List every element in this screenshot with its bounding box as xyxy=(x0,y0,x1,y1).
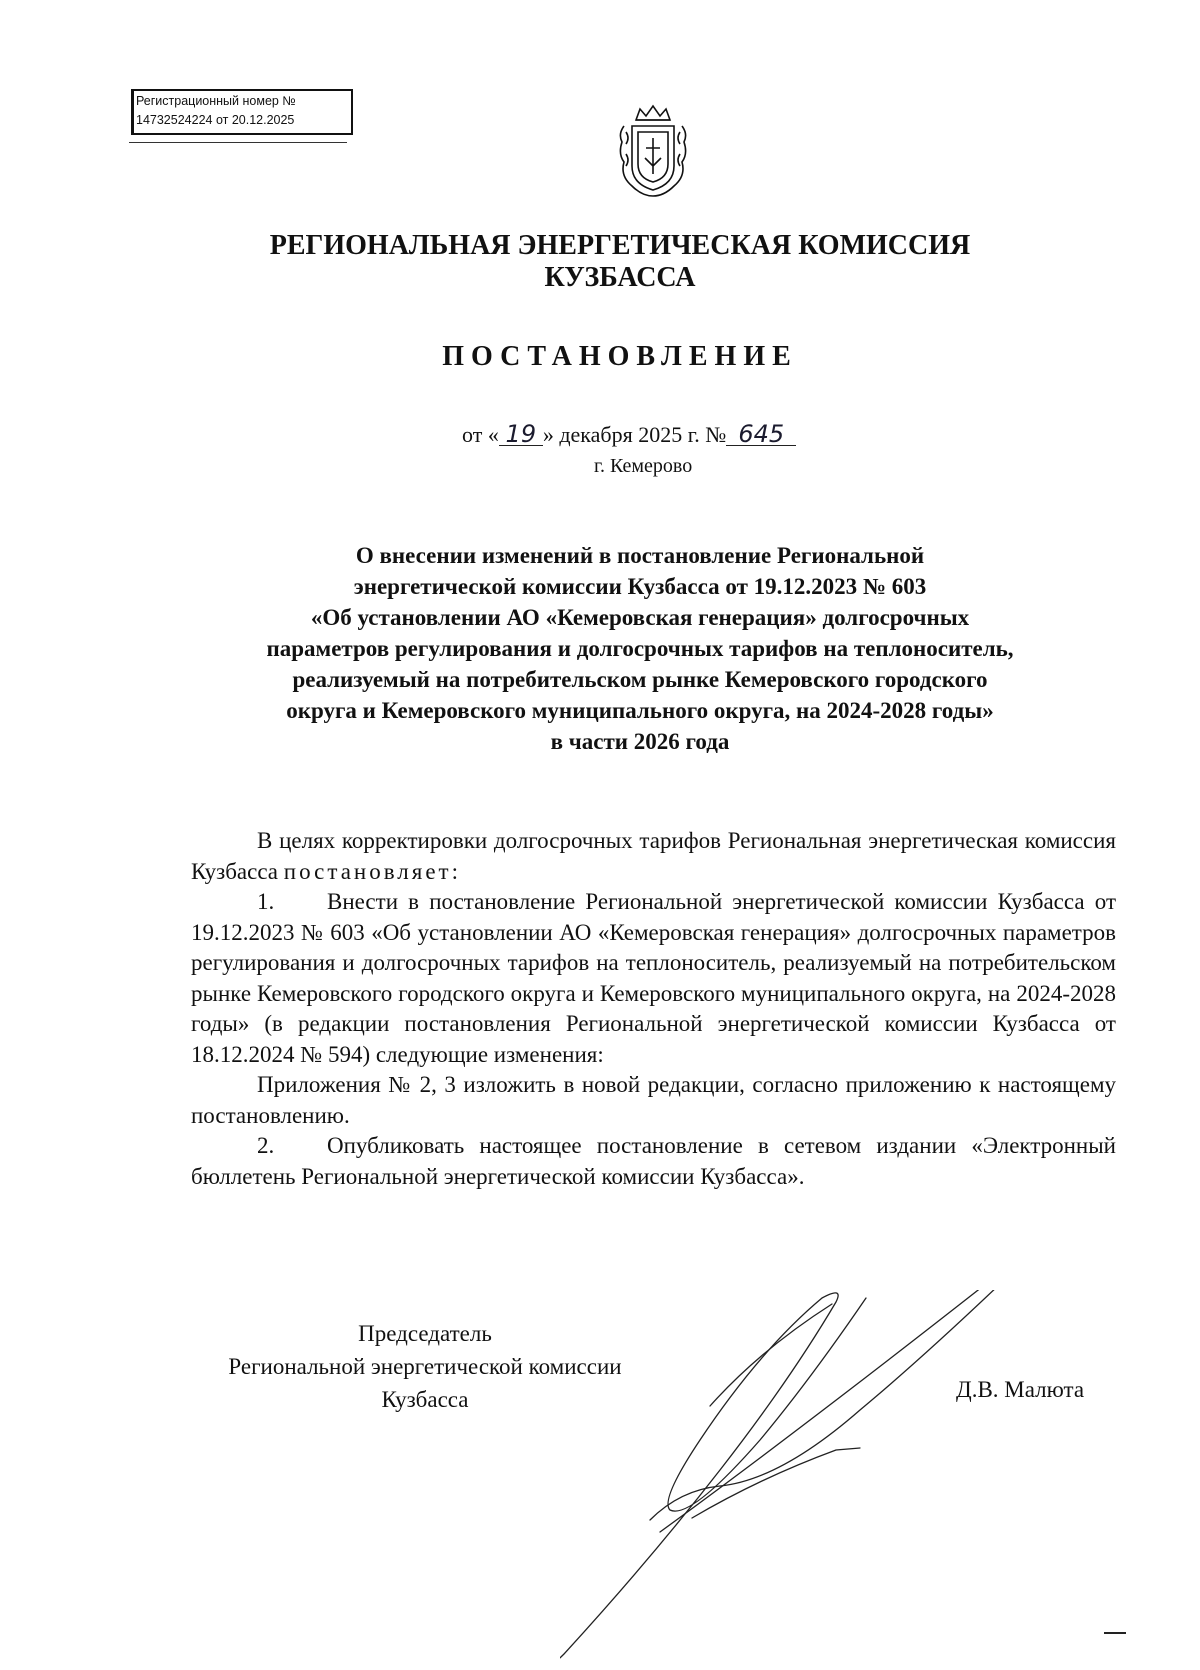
item-1-number: 1. xyxy=(257,889,275,914)
item-2-paragraph xyxy=(191,1131,1116,1192)
item-1-paragraph xyxy=(191,887,1116,1070)
signatory-role-line-1: Председатель xyxy=(358,1321,492,1346)
subject-line-2: энергетической комиссии Кузбасса от 19.12.2023 № 603 xyxy=(353,574,927,599)
item-2-text: Опубликовать настоящее постановление в сетевом издании «Электронный бюллетень Региональной энергетической комиссии Кузбасса». xyxy=(191,1133,1116,1189)
handwritten-signature xyxy=(560,1290,1010,1670)
subject-line-4: параметров регулирования и долгосрочных тарифов на теплоноситель, xyxy=(266,636,1014,661)
subject-line-3: «Об установлении АО «Кемеровская генерация» долгосрочных xyxy=(310,605,970,630)
organization-title-line-2: КУЗБАССА xyxy=(544,262,696,293)
intro-decision-word: постановляет: xyxy=(283,858,461,884)
subject-line-5: реализуемый на потребительском рынке Кемеровского городского xyxy=(292,667,988,692)
registration-label: Регистрационный номер № xyxy=(136,94,296,108)
item-2-number: 2. xyxy=(257,1133,275,1158)
date-prefix: от « xyxy=(462,422,499,447)
item-1-subparagraph: Приложения № 2, 3 изложить в новой редакции, согласно приложению к настоящему постановлению. xyxy=(191,1072,1116,1128)
handwritten-document-number: 645 xyxy=(726,423,796,446)
registration-number: 14732524224 от 20.12.2025 xyxy=(136,113,295,127)
document-subject xyxy=(190,540,1090,757)
organization-title-line-1: РЕГИОНАЛЬНАЯ ЭНЕРГЕТИЧЕСКАЯ КОМИССИЯ xyxy=(269,230,971,261)
document-type: ПОСТАНОВЛЕНИЕ xyxy=(442,341,798,372)
document-date-line xyxy=(462,422,796,448)
subject-line-7: в части 2026 года xyxy=(550,729,730,754)
registration-underline xyxy=(129,142,347,143)
page-corner-mark xyxy=(1104,1632,1126,1634)
organization-title xyxy=(250,230,990,294)
handwritten-day: 19 xyxy=(499,423,543,446)
signatory-name: Д.В. Малюта xyxy=(956,1377,1085,1402)
subject-line-1: О внесении изменений в постановление Региональной xyxy=(355,543,925,568)
signatory-role-line-3: Кузбасса xyxy=(381,1387,469,1412)
item-1-text: Внести в постановление Региональной энергетической комиссии Кузбасса от 19.12.2023 № 603 «Об установлении АО «Кемеровская генерация» долгосрочных параметров регулирования и долгосрочных тарифов на теплоноситель, реализуемый на потребительском рынке Кемеровского городского округа и Кемеровского муниципального округа, на 2024-2028 годы» (в редакции постановления Региональной энергетической комиссии Кузбасса от 18.12.2024 № 594) следующие изменения: xyxy=(191,889,1116,1067)
subject-line-6: округа и Кемеровского муниципального округа, на 2024-2028 годы» xyxy=(286,698,994,723)
document-body xyxy=(191,826,1116,1192)
document-city: г. Кемерово xyxy=(594,455,693,477)
intro-paragraph xyxy=(191,826,1116,887)
registration-stamp xyxy=(131,89,353,135)
signatory-role-line-2: Региональной энергетической комиссии xyxy=(228,1354,622,1379)
kuzbass-coat-of-arms-icon xyxy=(614,104,692,200)
intro-text: В целях корректировки долгосрочных тарифов Региональная энергетическая комиссия Кузбасса xyxy=(191,828,1116,884)
date-middle: » декабря 2025 г. № xyxy=(542,422,727,447)
